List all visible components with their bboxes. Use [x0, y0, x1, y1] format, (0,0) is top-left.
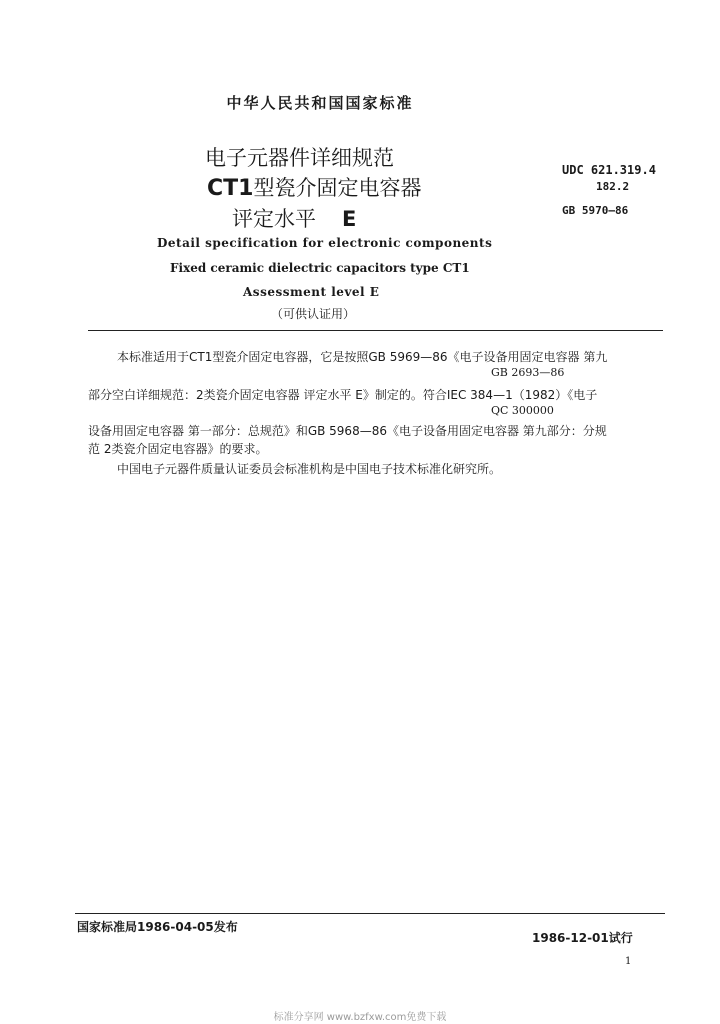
chinese-title-line2	[207, 172, 421, 202]
paragraph-1-line-3: 设备用固定电容器 第一部分：总规范》和GB 5968—86《电子设备用固定电容器 第九部分：分规	[88, 424, 607, 438]
paragraph-1-line-1: 本标准适用于CT1型瓷介固定电容器，它是按照GB 5969—86《电子设备用固定电容器 第九	[117, 350, 608, 364]
english-title-line1: Detail specification for electronic components	[157, 236, 493, 250]
udc-code: UDC 621.319.4	[562, 163, 656, 177]
paragraph-1-line-4: 范 2类瓷介固定电容器》的要求。	[88, 442, 268, 456]
reference-gb: GB 2693—86	[491, 366, 565, 379]
english-title-line2: Fixed ceramic dielectric capacitors type CT1	[170, 261, 470, 275]
chinese-title-line3	[232, 203, 356, 233]
product-code: CT1	[207, 176, 254, 201]
paragraph-1-line-2: 部分空白详细规范：2类瓷介固定电容器 评定水平 E》制定的。符合IEC 384—1（1982）《电子	[88, 388, 598, 402]
watermark: 标准分享网 www.bzfxw.com免费下载	[273, 1012, 447, 1023]
issue-date: 国家标准局1986-04-05发布	[77, 920, 238, 934]
udc-code-continuation: 182.2	[596, 180, 630, 193]
footer-divider	[75, 913, 665, 914]
assessment-label: 评定水平	[232, 207, 316, 231]
gb-standard-number: GB 5970—86	[562, 204, 629, 217]
header-divider	[88, 330, 663, 331]
chinese-title-line1: 电子元器件详细规范	[205, 146, 394, 170]
effective-date: 1986-12-01试行	[532, 931, 633, 945]
product-name: 型瓷介固定电容器	[253, 176, 422, 200]
paragraph-2: 中国电子元器件质量认证委员会标准机构是中国电子技术标准化研究所。	[117, 462, 502, 476]
reference-qc: QC 300000	[491, 404, 554, 417]
page-number: 1	[625, 956, 632, 967]
assessment-level: E	[342, 207, 357, 231]
national-standard-header: 中华人民共和国国家标准	[226, 94, 414, 112]
certification-note: （可供认证用）	[271, 307, 356, 321]
english-title-line3: Assessment level E	[243, 285, 380, 299]
